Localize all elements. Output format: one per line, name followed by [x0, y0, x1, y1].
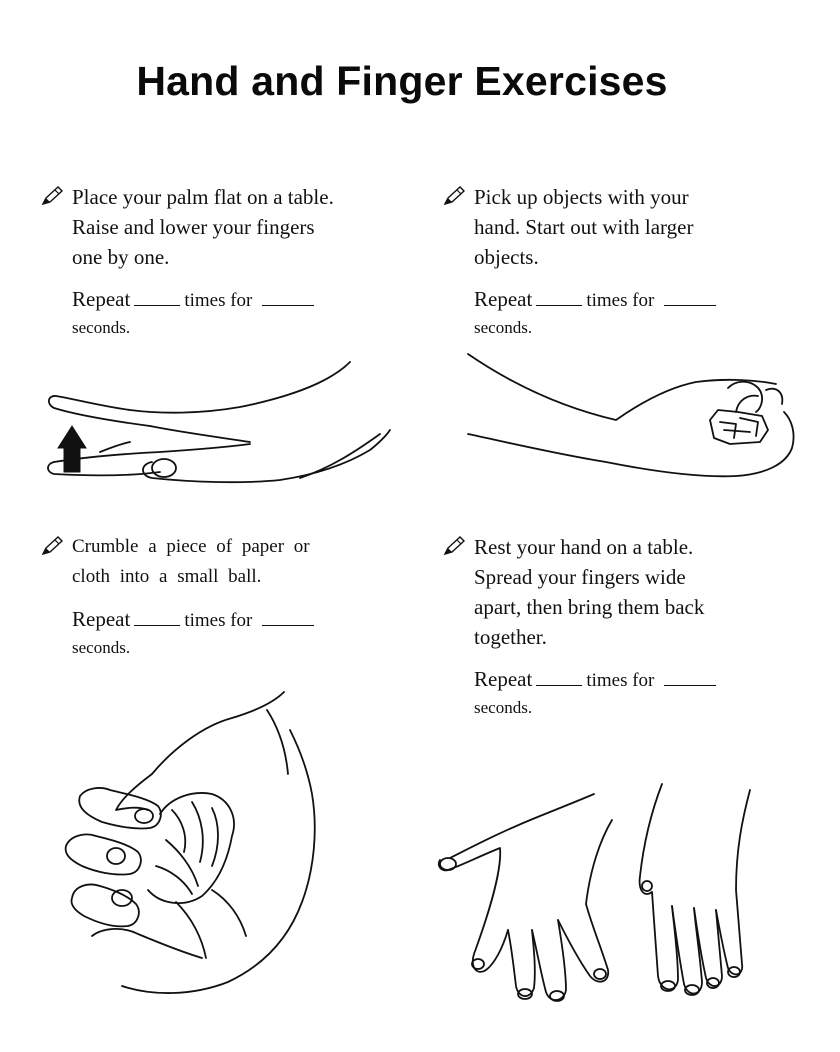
seconds-blank[interactable] [664, 667, 716, 686]
crumble-paper-illustration [52, 690, 352, 1000]
pencil-icon [40, 535, 64, 557]
repeat-line [474, 664, 802, 720]
seconds-label: seconds. [474, 318, 533, 337]
pencil-icon [442, 185, 466, 207]
exercise-1 [40, 182, 390, 340]
repeat-label: Repeat [474, 287, 533, 311]
exercise-2 [442, 182, 802, 340]
exercise-instruction [40, 532, 390, 592]
exercise-instruction [442, 532, 802, 652]
exercise-4 [442, 532, 802, 720]
times-blank[interactable] [536, 667, 582, 686]
times-label: times for [586, 290, 655, 311]
times-blank[interactable] [134, 607, 180, 626]
instruction-text: Place your palm flat on a table. Raise and lower your fingers one by one. [72, 185, 334, 269]
spread-fingers-illustration [430, 780, 790, 1020]
repeat-line [474, 284, 802, 340]
pick-up-object-illustration [466, 350, 806, 490]
flat-hand-finger-raise-illustration [40, 352, 400, 492]
seconds-label: seconds. [72, 318, 131, 337]
repeat-label: Repeat [72, 607, 131, 631]
instruction-text: Crumble a piece of paper or cloth into a small ball. [72, 536, 310, 587]
repeat-line [72, 284, 390, 340]
exercise-instruction [442, 182, 802, 272]
times-label: times for [184, 610, 253, 631]
pencil-icon [442, 535, 466, 557]
seconds-blank[interactable] [664, 287, 716, 306]
seconds-blank[interactable] [262, 287, 314, 306]
seconds-blank[interactable] [262, 607, 314, 626]
seconds-label: seconds. [474, 698, 533, 717]
repeat-label: Repeat [474, 667, 533, 691]
repeat-line [72, 604, 390, 660]
times-blank[interactable] [134, 287, 180, 306]
times-label: times for [586, 670, 655, 691]
seconds-label: seconds. [72, 638, 131, 657]
exercise-3 [40, 532, 390, 660]
repeat-label: Repeat [72, 287, 131, 311]
times-blank[interactable] [536, 287, 582, 306]
instruction-text: Rest your hand on a table. Spread your fingers wide apart, then bring them back together. [474, 535, 705, 649]
times-label: times for [184, 290, 253, 311]
instruction-text: Pick up objects with your hand. Start out with larger objects. [474, 185, 694, 269]
exercise-instruction [40, 182, 390, 272]
page-title: Hand and Finger Exercises [136, 58, 668, 104]
pencil-icon [40, 185, 64, 207]
